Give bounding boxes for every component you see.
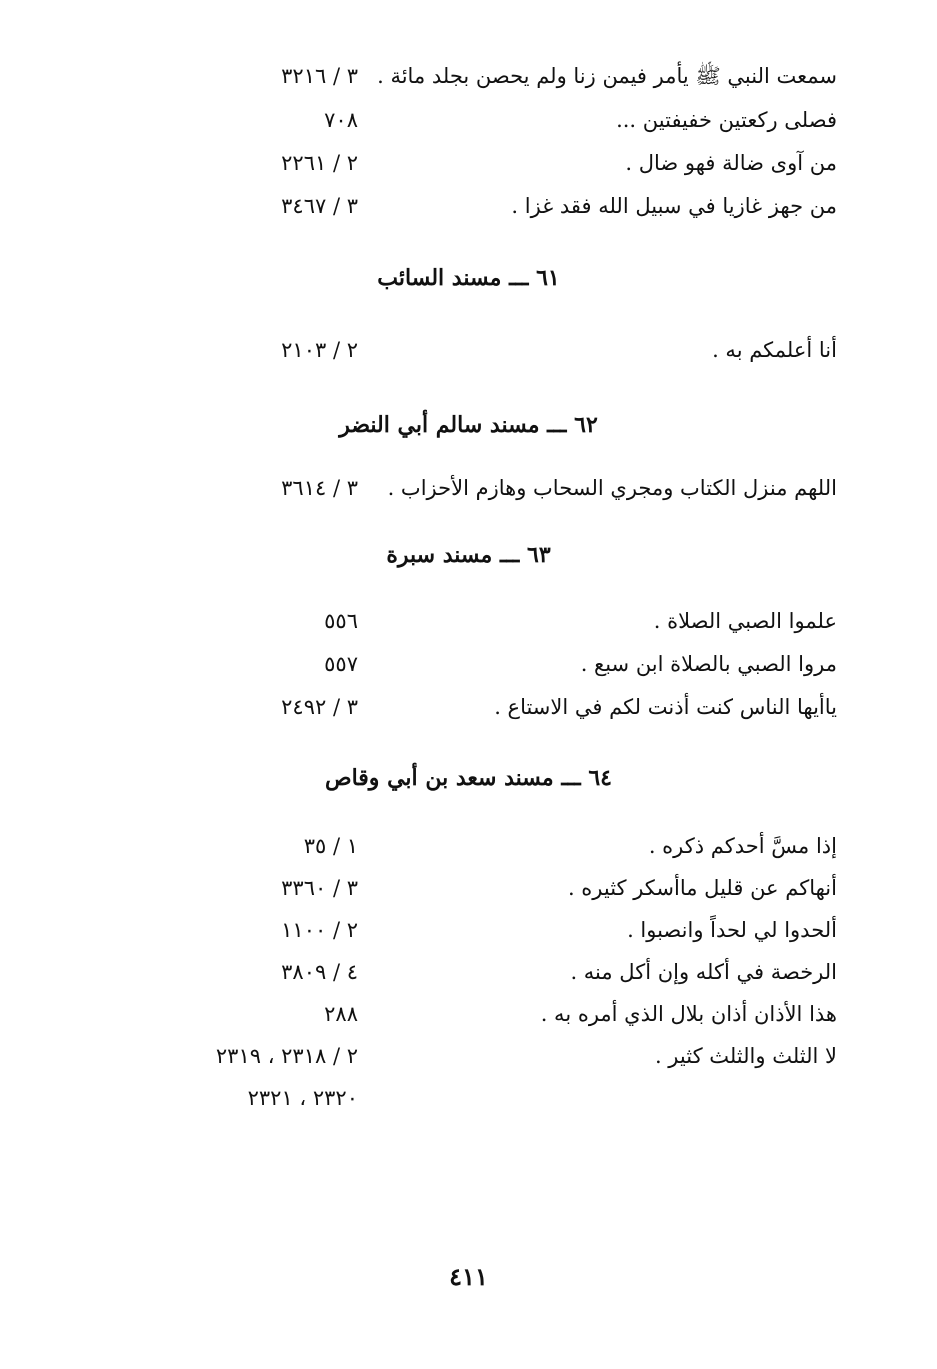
hadith-ref: ٥٥٦	[324, 609, 358, 633]
hadith-ref: ٣ / ٣٦١٤	[281, 476, 358, 500]
hadith-ref: ٧٠٨	[324, 108, 358, 132]
list-item	[0, 143, 937, 183]
hadith-text: أنهاكم عن قليل ماأسكر كثيره .	[567, 876, 837, 900]
list-item	[0, 1078, 937, 1118]
hadith-ref: ٣ / ٣٢١٦	[281, 64, 358, 88]
list-item	[0, 826, 937, 866]
hadith-text: فصلى ركعتين خفيفتين ...	[616, 108, 837, 132]
hadith-ref: ٣ / ٣٤٦٧	[281, 194, 358, 218]
hadith-text: اللهم منزل الكتاب ومجري السحاب وهازم الأحزاب .	[387, 476, 837, 500]
hadith-ref: ٢ / ٢٣١٨ ، ٢٣١٩	[215, 1044, 358, 1068]
hadith-text: ياأيها الناس كنت أذنت لكم في الاستاع .	[494, 695, 837, 719]
hadith-text: مروا الصبي بالصلاة ابن سبع .	[580, 652, 837, 676]
list-item	[0, 952, 937, 992]
list-item	[0, 100, 937, 140]
list-item	[0, 601, 937, 641]
hadith-ref: ٢٨٨	[324, 1002, 358, 1026]
hadith-text: لا الثلث والثلث كثير .	[654, 1044, 837, 1068]
hadith-text: سمعت النبي ﷺ يأمر فيمن زنا ولم يحصن بجلد مائة .	[377, 64, 837, 88]
list-item	[0, 910, 937, 950]
hadith-text: من آوى ضالة فهو ضال .	[625, 151, 837, 175]
list-item	[0, 1036, 937, 1076]
section-heading: ٦٤ ـــ مسند سعد بن أبي وقاص	[324, 765, 612, 791]
hadith-ref: ١ / ٣٥	[303, 834, 358, 858]
list-item	[0, 994, 937, 1034]
section-heading: ٦٢ ـــ مسند سالم أبي النضر	[339, 412, 598, 438]
hadith-ref: ٢ / ٢٢٦١	[281, 151, 358, 175]
section-heading: ٦٣ ـــ مسند سبرة	[386, 542, 551, 568]
list-item	[0, 56, 937, 96]
list-item	[0, 687, 937, 727]
list-item	[0, 644, 937, 684]
hadith-text: من جهز غازيا في سبيل الله فقد غزا .	[511, 194, 837, 218]
list-item	[0, 186, 937, 226]
hadith-ref: ٢٣٢٠ ، ٢٣٢١	[247, 1086, 358, 1110]
section-heading: ٦١ ـــ مسند السائب	[377, 265, 560, 291]
hadith-text: الرخصة في أكله وإن أكل منه .	[570, 960, 837, 984]
hadith-ref: ٢ / ٢١٠٣	[281, 338, 358, 362]
hadith-text: أنا أعلمكم به .	[712, 338, 837, 362]
hadith-ref: ٤ / ٣٨٠٩	[281, 960, 358, 984]
hadith-text: علموا الصبي الصلاة .	[653, 609, 837, 633]
hadith-text: إذا مسَّ أحدكم ذكره .	[648, 834, 837, 858]
list-item	[0, 468, 937, 508]
hadith-text: ألحدوا لي لحداً وانصبوا .	[627, 918, 837, 942]
hadith-ref: ٣ / ٣٣٦٠	[281, 876, 358, 900]
hadith-ref: ٢ / ١١٠٠	[281, 918, 358, 942]
list-item	[0, 330, 937, 370]
list-item	[0, 868, 937, 908]
hadith-text: هذا الأذان أذان بلال الذي أمره به .	[540, 1002, 837, 1026]
hadith-ref: ٥٥٧	[324, 652, 358, 676]
page-number: ٤١١	[449, 1262, 488, 1291]
hadith-ref: ٣ / ٢٤٩٢	[281, 695, 358, 719]
